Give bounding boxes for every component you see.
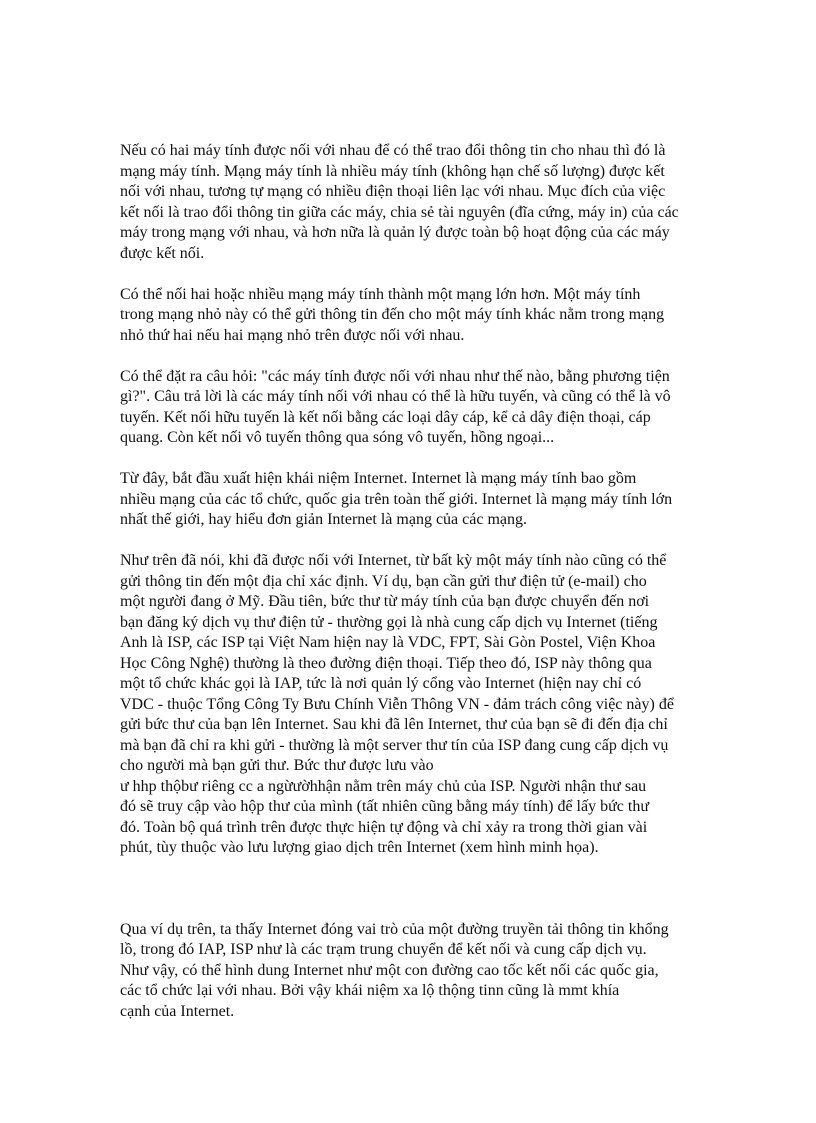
paragraph-5 [120,551,700,859]
text-line: Anh là ISP, các ISP tại Việt Nam hiện nay là VDC, FPT, Sài Gòn Postel, Viện Khoa [120,634,656,651]
text-line: các tổ chức lại với nhau. Bởi vậy khái niệm xa lộ thộng tinn cũng là mmt khía [120,982,620,999]
paragraph-spacer [120,264,700,285]
paragraph-6 [120,920,700,1023]
text-line: ư hhp thộbư riêng cc a ngừườhhận nằm trên máy chủ của ISP. Người nhận thư sau [120,777,647,795]
text-line: quang. Còn kết nối vô tuyến thông qua sóng vô tuyến, hồng ngoại... [120,429,555,446]
text-line: gì?". Câu trả lời là các máy tính nối với nhau có thể là hữu tuyến, và cũng có thể là vô [120,388,671,405]
text-line: nhiều mạng của các tổ chức, quốc gia trên toàn thế giới. Internet là mạng máy tính lớn [120,490,673,508]
paragraph-4 [120,469,700,531]
text-line: VDC - thuộc Tổng Công Ty Bưu Chính Viễn Thông VN - đảm trách công việc này) để [120,695,674,713]
text-line: tuyến. Kết nối hữu tuyến là kết nối bằng các loại dây cáp, kể cả dây điện thoại, cáp [120,408,651,426]
text-line: cạnh của Internet. [120,1002,235,1020]
text-line: bạn đăng ký dịch vụ thư điện tử - thường gọi là nhà cung cấp dịch vụ Internet (tiếng [120,613,658,631]
text-line: một người đang ở Mỹ. Đầu tiên, bức thư từ máy tính của bạn được chuyển đến nơi [120,593,650,610]
paragraph-spacer [120,449,700,470]
text-line: Như vậy, có thể hình dung Internet như một con đường cao tốc kết nối các quốc gia, [120,961,659,979]
text-line: Học Công Nghệ) thường là theo đường điện thoại. Tiếp theo đó, ISP này thông qua [120,654,652,672]
text-line: kết nối là trao đổi thông tin giữa các máy, chia sẻ tài nguyên (đĩa cứng, máy in) của các [120,203,679,221]
document-page [120,141,700,1022]
text-line: một tổ chức khác gọi là IAP, tức là nơi quản lý cổng vào Internet (hiện nay chỉ có [120,675,642,692]
paragraph-1 [120,141,700,264]
text-line: đó sẽ truy cập vào hộp thư của mình (tất nhiên cũng bằng máy tính) để lấy bức thư [120,798,649,815]
text-line: Có thể nối hai hoặc nhiều mạng máy tính thành một mạng lớn hơn. Một máy tính [120,285,641,303]
text-line: mà bạn đã chỉ ra khi gửi - thường là một server thư tín của ISP đang cung cấp dịch vụ [120,736,669,754]
text-line: gửi bức thư của bạn lên Internet. Sau khi đã lên Internet, thư của bạn sẽ đi đến địa chỉ [120,716,668,733]
text-line: Nếu có hai máy tính được nối với nhau để có thể trao đổi thông tin cho nhau thì đó là [120,142,666,159]
text-line: Từ đây, bắt đầu xuất hiện khái niệm Internet. Internet là mạng máy tính bao gồm [120,470,637,487]
text-line: máy trong mạng với nhau, và hơn nữa là quản lý được toàn bộ hoạt động của các máy [120,224,670,241]
paragraph-2 [120,285,700,347]
text-line: nhất thế giới, hay hiểu đơn giản Internet là mạng của các mạng. [120,511,527,528]
text-line: lồ, trong đó IAP, ISP như là các trạm trung chuyển để kết nối và cung cấp dịch vụ. [120,941,647,958]
paragraph-spacer [120,531,700,552]
text-line: Có thể đặt ra câu hỏi: "các máy tính được nối với nhau như thế nào, bằng phương tiện [120,367,670,385]
text-line: trong mạng nhỏ này có thể gửi thông tin đến cho một máy tính khác nằm trong mạng [120,306,665,323]
text-line: mạng máy tính. Mạng máy tính là nhiều máy tính (không hạn chế số lượng) được kết [120,162,665,180]
paragraph-spacer [120,346,700,367]
text-line: được kết nối. [120,244,205,262]
paragraph-3 [120,367,700,449]
paragraph-spacer [120,859,700,920]
text-line: nhỏ thứ hai nếu hai mạng nhỏ trên được nối với nhau. [120,326,465,344]
text-line: nối với nhau, tương tự mạng có nhiều điện thoại liên lạc với nhau. Mục đích của việc [120,183,666,200]
text-line: gửi thông tin đến một địa chỉ xác định. Ví dụ, bạn cần gửi thư điện tử (e-mail) cho [120,572,647,590]
text-line: Qua ví dụ trên, ta thấy Internet đóng vai trò của một đường truyền tải thông tin khổng [120,920,669,938]
text-line: cho người mà bạn gửi thư. Bức thư được lưu vào [120,757,434,774]
text-line: Như trên đã nói, khi đã được nối với Internet, từ bất kỳ một máy tính nào cũng có thể [120,552,667,569]
text-line: phút, tùy thuộc vào lưu lượng giao dịch trên Internet (xem hình minh họa). [120,839,599,856]
text-line: đó. Toàn bộ quá trình trên được thực hiện tự động và chỉ xảy ra trong thời gian vài [120,818,648,836]
